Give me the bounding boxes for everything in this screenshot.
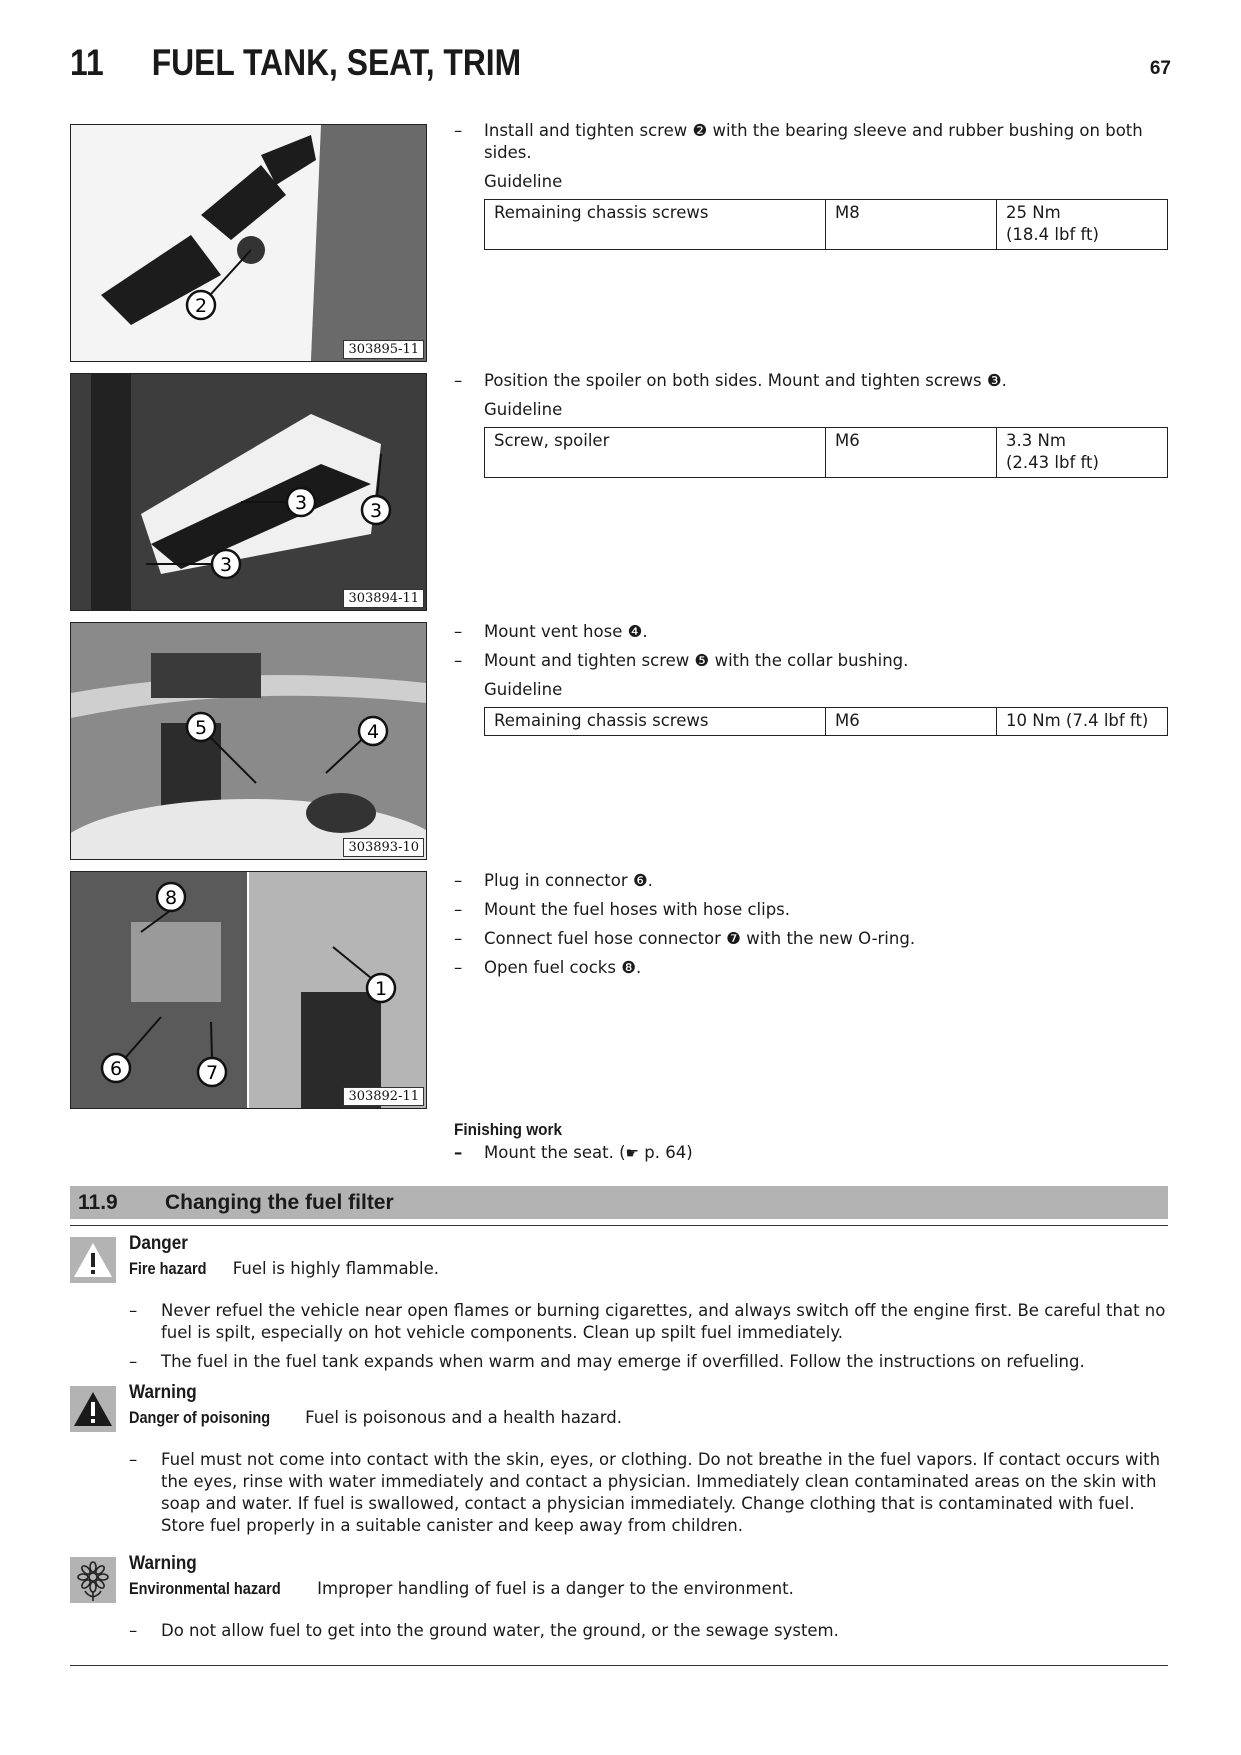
page-number: 67 [1149, 58, 1171, 79]
hazard-text: Fuel is highly flammable. [232, 1259, 440, 1278]
svg-text:3: 3 [219, 554, 233, 576]
spec-table [484, 199, 1168, 250]
warning-triangle-icon [70, 1237, 116, 1283]
divider [70, 1665, 1168, 1666]
figure-caption: 303892-11 [343, 1087, 424, 1106]
figure-fuel-tank-screw [70, 124, 427, 362]
hazard-label: Environmental hazard [129, 1580, 281, 1598]
step-text: Mount the seat. ( [484, 1143, 626, 1162]
svg-text:3: 3 [369, 500, 383, 522]
step-text: The fuel in the fuel tank expands when warm and may emerge if overfilled. Follow the instructions on refueling. [161, 1352, 1085, 1371]
bullet-dash: – [454, 121, 463, 140]
hazard-line [129, 1258, 1169, 1280]
bullet-dash: – [454, 871, 463, 890]
figure-caption: 303893-10 [343, 838, 424, 857]
bullet-dash: – [454, 900, 463, 919]
spec-torque: 10 Nm (7.4 lbf ft) [997, 708, 1168, 736]
bullet-dash: – [129, 1621, 138, 1640]
hazard-line [129, 1578, 1169, 1600]
svg-text:6: 6 [109, 1058, 123, 1080]
spec-torque: 25 Nm (18.4 lbf ft) [997, 200, 1168, 250]
section-heading-bar [70, 1186, 1168, 1219]
step-group-4 [454, 870, 1168, 986]
danger-notice [129, 1233, 1169, 1288]
chapter-heading [70, 42, 521, 84]
step-text: Mount vent hose ❹. [484, 622, 648, 641]
poisoning-notice [129, 1382, 1169, 1437]
bullet-dash: – [454, 371, 463, 390]
photo-illustration [71, 374, 426, 610]
step [129, 1620, 1169, 1642]
spec-table [484, 427, 1168, 478]
step [129, 1351, 1169, 1373]
pointing-hand-icon: ☛ [625, 1144, 639, 1162]
figure-fuel-hose-connector [70, 871, 427, 1109]
step-text: Open fuel cocks ❽. [484, 958, 642, 977]
step [129, 1449, 1169, 1537]
photo-illustration [71, 872, 426, 1108]
step-text: Install and tighten screw ❷ with the bearing sleeve and rubber bushing on both sides. [484, 121, 1143, 162]
chapter-title: FUEL TANK, SEAT, TRIM [151, 42, 522, 83]
hazard-label: Fire hazard [129, 1260, 207, 1278]
guideline-label: Guideline [484, 400, 563, 419]
guideline-label: Guideline [484, 172, 563, 191]
hazard-text: Improper handling of fuel is a danger to the environment. [317, 1579, 794, 1598]
section-title: Changing the fuel filter [165, 1191, 394, 1214]
svg-text:3: 3 [294, 492, 308, 514]
svg-text:8: 8 [164, 887, 178, 909]
environment-flower-icon [70, 1557, 116, 1603]
chapter-number: 11 [70, 42, 104, 83]
step-group-1 [454, 120, 1168, 250]
finishing-step [454, 1143, 693, 1162]
spec-torque: 3.3 Nm (2.43 lbf ft) [997, 428, 1168, 478]
figure-vent-hose [70, 622, 427, 860]
svg-text:4: 4 [366, 721, 380, 743]
spec-thread: M6 [826, 708, 997, 736]
danger-steps [129, 1300, 1169, 1380]
environmental-steps [129, 1620, 1169, 1649]
page-reference-link[interactable]: p. 64) [639, 1143, 693, 1162]
spec-name: Screw, spoiler [485, 428, 826, 478]
figure-spoiler-screws [70, 373, 427, 611]
step [454, 621, 1168, 643]
hazard-label: Danger of poisoning [129, 1409, 271, 1427]
hazard-text: Fuel is poisonous and a health hazard. [305, 1408, 622, 1427]
spec-table [484, 707, 1168, 736]
photo-illustration [71, 125, 426, 361]
step-text: Do not allow fuel to get into the ground water, the ground, or the sewage system. [161, 1621, 839, 1640]
step [454, 899, 1168, 921]
step-text: Connect fuel hose connector ❼ with the new O-ring. [484, 929, 916, 948]
step-text: Never refuel the vehicle near open flames or burning cigarettes, and always switch off the engine first. Be careful that no fuel is spilt, especially on hot vehicle components. Clean up spilt fuel immediately. [161, 1301, 1166, 1342]
figure-caption: 303895-11 [343, 340, 424, 359]
bullet-dash: – [454, 1143, 463, 1162]
svg-text:7: 7 [205, 1062, 219, 1084]
warning-triangle-icon [70, 1386, 116, 1432]
step-text: Position the spoiler on both sides. Mount and tighten screws ❸. [484, 371, 1007, 390]
bullet-dash: – [129, 1352, 138, 1371]
step [129, 1300, 1169, 1344]
step-text: Mount the fuel hoses with hose clips. [484, 900, 791, 919]
notice-heading: Warning [129, 1553, 197, 1574]
bullet-dash: – [129, 1450, 138, 1469]
step [454, 650, 1168, 672]
step-group-3 [454, 621, 1168, 736]
notice-heading: Warning [129, 1382, 197, 1403]
step-group-2 [454, 370, 1168, 478]
step [454, 957, 1168, 979]
section-number: 11.9 [78, 1191, 118, 1214]
bullet-dash: – [454, 622, 463, 641]
step [454, 928, 1168, 950]
bullet-dash: – [129, 1301, 138, 1320]
notice-heading: Danger [129, 1233, 188, 1254]
spec-thread: M6 [826, 428, 997, 478]
step [454, 120, 1168, 164]
svg-text:2: 2 [194, 295, 208, 317]
divider [70, 1225, 1168, 1226]
step-text: Plug in connector ❻. [484, 871, 653, 890]
bullet-dash: – [454, 651, 463, 670]
figure-caption: 303894-11 [343, 589, 424, 608]
bullet-dash: – [454, 958, 463, 977]
bullet-dash: – [454, 929, 463, 948]
finishing-work-heading: Finishing work [454, 1120, 562, 1139]
step-text: Mount and tighten screw ❺ with the collar bushing. [484, 651, 909, 670]
hazard-line [129, 1407, 1169, 1429]
guideline-label: Guideline [484, 680, 563, 699]
poisoning-steps [129, 1449, 1169, 1544]
environmental-notice [129, 1553, 1169, 1608]
svg-text:1: 1 [374, 978, 388, 1000]
photo-illustration [71, 623, 426, 859]
spec-name: Remaining chassis screws [485, 708, 826, 736]
step-text: Fuel must not come into contact with the skin, eyes, or clothing. Do not breathe in the fuel vapors. If contact occurs with the eyes, rinse with water immediately and contact a physician. Immediately clean contaminated areas on the skin with soap and water. If fuel is swallowed, contact a physician immediately. Change clothing that is contaminated with fuel. Store fuel properly in a suitable canister and keep away from children. [161, 1450, 1161, 1535]
svg-text:5: 5 [194, 717, 208, 739]
step [454, 870, 1168, 892]
spec-thread: M8 [826, 200, 997, 250]
spec-name: Remaining chassis screws [485, 200, 826, 250]
step [454, 370, 1168, 392]
